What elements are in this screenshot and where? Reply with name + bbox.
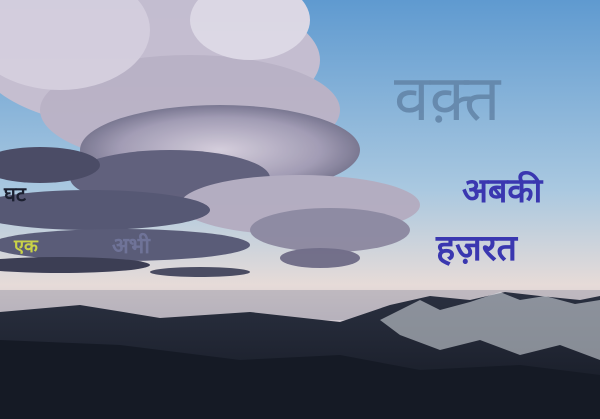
caption-left-top: घट: [4, 182, 26, 206]
caption-left-faint: अभी: [112, 234, 150, 259]
caption-line-3: हज़रत: [436, 228, 518, 269]
caption-line-2: अबकी: [462, 171, 543, 211]
caption-left-small: एक: [14, 236, 38, 257]
caption-main-word: वक़्त: [394, 62, 501, 136]
